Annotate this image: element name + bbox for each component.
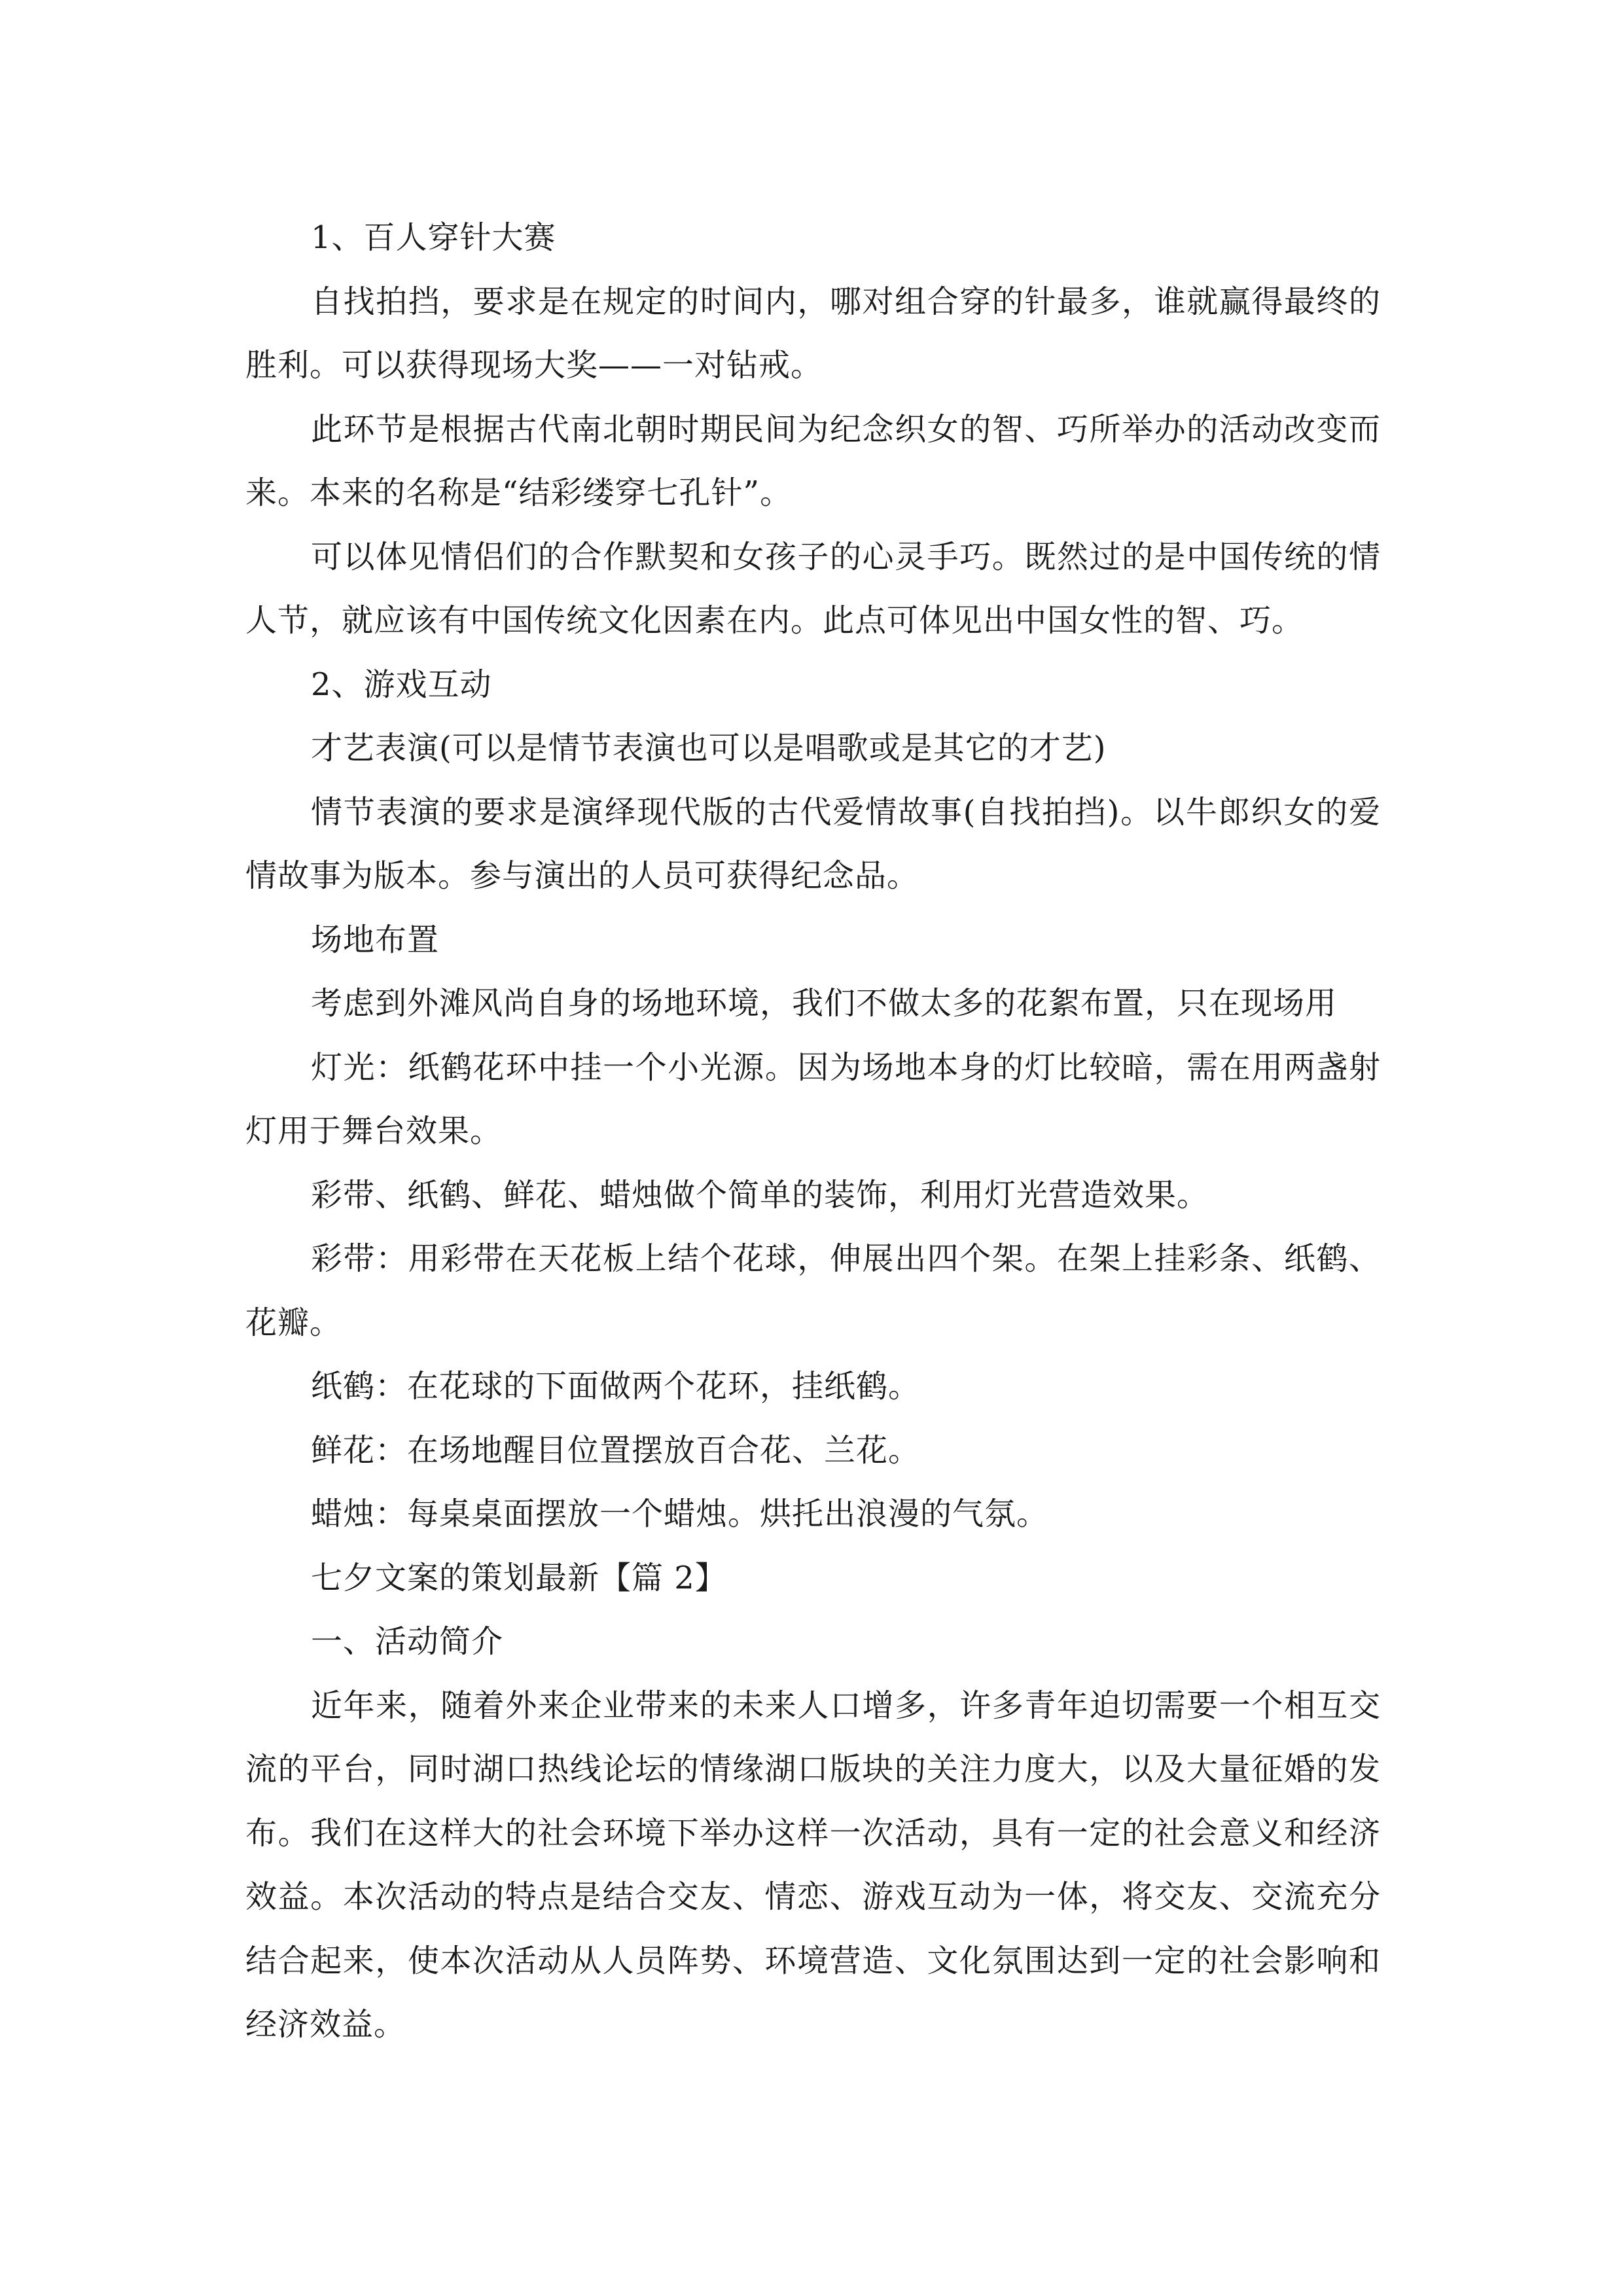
heading-venue-layout: 场地布置: [311, 921, 440, 958]
paragraph-contest-meaning: 可以体见情侣们的合作默契和女孩子的心灵手巧。既然过的是中国传统的情人节，就应该有中国传统文化因素在内。此点可体见出中国女性的智、巧。: [245, 538, 1381, 639]
paragraph-flowers: 鲜花：在场地醒目位置摆放百合花、兰花。: [311, 1431, 921, 1469]
paragraph-contest-origin: 此环节是根据古代南北朝时期民间为纪念织女的智、巧所举办的活动改变而来。本来的名称是“结彩缕穿七孔针”。: [245, 410, 1381, 511]
paragraph-paper-cranes: 纸鹤：在花球的下面做两个花环，挂纸鹤。: [311, 1368, 921, 1405]
paragraph-talent-show: 才艺表演(可以是情节表演也可以是唱歌或是其它的才艺): [311, 730, 1107, 766]
paragraph-decoration: 彩带、纸鹤、鲜花、蜡烛做个简单的装饰，利用灯光营造效果。: [311, 1176, 1209, 1213]
paragraph-contest-rules: 自找拍挡，要求是在规定的时间内，哪对组合穿的针最多，谁就赢得最终的胜利。可以获得现场大奖——一对钻戒。: [245, 283, 1381, 384]
paragraph-ribbons: 彩带：用彩带在天花板上结个花球，伸展出四个架。在架上挂彩条、纸鹤、花瓣。: [245, 1240, 1381, 1341]
heading-activity-intro: 一、活动简介: [311, 1623, 504, 1660]
paragraph-activity-background: 近年来，随着外来企业带来的未来人口增多，许多青年迫切需要一个相互交流的平台，同时湖口热线论坛的情缘湖口版块的关注力度大，以及大量征婚的发布。我们在这样大的社会环境下举办这样一次活动，具有一定的社会意义和经济效益。本次活动的特点是结合交友、情恋、游戏互动为一体，将交友、交流充分结合起来，使本次活动从人员阵势、环境营造、文化氛围达到一定的社会影响和经济效益。: [245, 1687, 1381, 2043]
paragraph-lighting: 灯光：纸鹤花环中挂一个小光源。因为场地本身的灯比较暗，需在用两盏射灯用于舞台效果。: [245, 1049, 1381, 1149]
paragraph-venue-intro: 考虑到外滩风尚自身的场地环境，我们不做太多的花絮布置，只在现场用: [311, 985, 1338, 1022]
heading-game-interaction: 2、游戏互动: [311, 666, 492, 703]
heading-needle-contest: 1、百人穿针大赛: [311, 219, 556, 256]
heading-article-2: 七夕文案的策划最新【篇 2】: [311, 1559, 727, 1596]
document-body: [245, 206, 1381, 2057]
paragraph-drama-rules: 情节表演的要求是演绎现代版的古代爱情故事(自找拍挡)。以牛郎织女的爱情故事为版本。参与演出的人员可获得纪念品。: [245, 793, 1381, 894]
paragraph-candles: 蜡烛：每桌桌面摆放一个蜡烛。烘托出浪漫的气氛。: [311, 1496, 1049, 1532]
